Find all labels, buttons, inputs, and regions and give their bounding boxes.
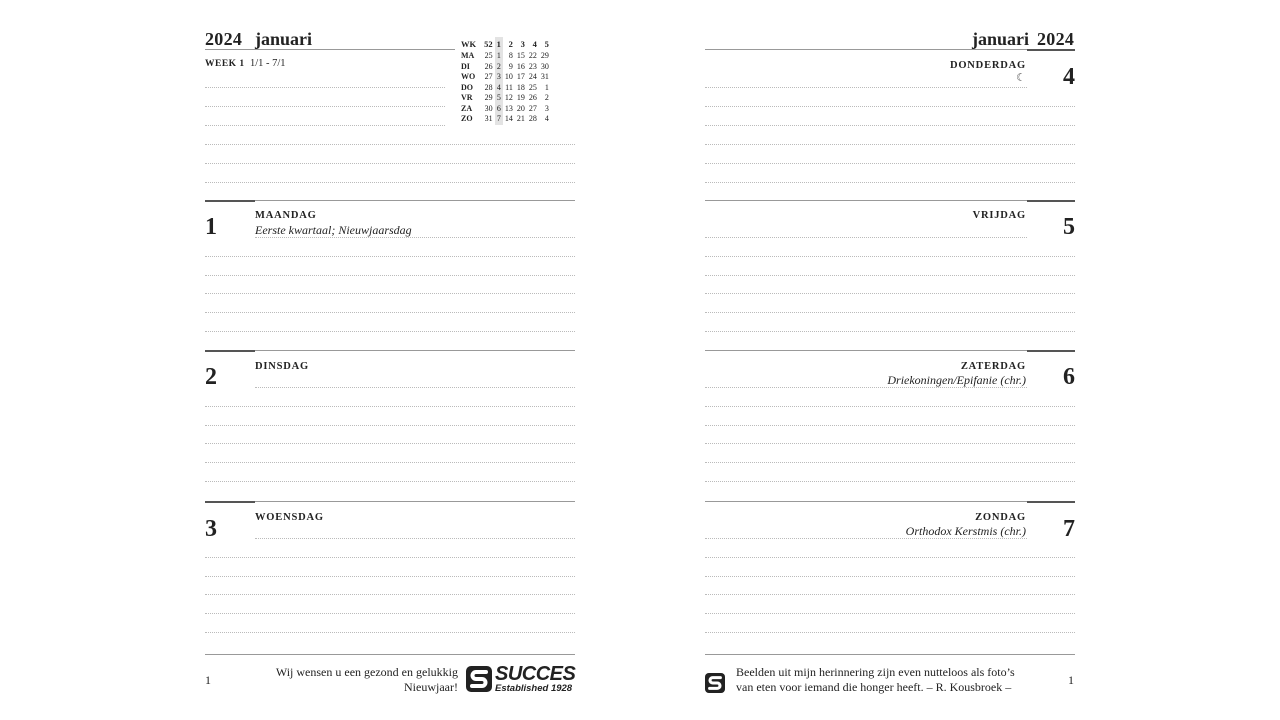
writing-line	[205, 182, 575, 183]
left-page-number: 1	[205, 673, 211, 687]
writing-line	[705, 425, 1075, 426]
writing-line	[205, 331, 575, 332]
calendar-cell: MA	[461, 51, 475, 61]
calendar-cell: 4	[495, 83, 503, 94]
calendar-header-cell: 5	[544, 39, 549, 49]
writing-line	[205, 163, 575, 164]
writing-line	[205, 312, 575, 313]
brand-name: SUCCES	[495, 663, 576, 685]
day-6-note: Driekoningen/Epifanie (chr.)	[887, 373, 1026, 387]
writing-line	[705, 632, 1075, 633]
day-1-divider	[255, 200, 575, 201]
calendar-cell: 10	[504, 72, 513, 82]
right-year: 2024	[1037, 29, 1075, 49]
calendar-row	[459, 62, 551, 73]
right-footer-quote: Beelden uit mijn herinnering zijn even nutteloos als foto’s van eten voor iemand die honger heeft. – R. Kousbroek –	[736, 665, 1015, 694]
mini-calendar	[459, 37, 551, 125]
writing-line	[205, 125, 445, 126]
writing-line	[705, 576, 1075, 577]
calendar-header-cell: 2	[508, 39, 513, 49]
writing-line	[705, 87, 1027, 88]
calendar-cell: 4	[544, 114, 549, 124]
calendar-cell: ZA	[461, 103, 473, 113]
calendar-cell: 31	[540, 72, 549, 82]
day-6-name: ZATERDAG	[960, 361, 1026, 372]
calendar-cell: 23	[528, 61, 537, 71]
writing-line	[205, 87, 445, 88]
calendar-cell: 2	[495, 62, 503, 73]
calendar-header-cell: WK	[461, 39, 477, 49]
week-label: WEEK 1 1/1 - 7/1	[205, 58, 286, 69]
calendar-cell: WO	[461, 72, 476, 82]
writing-line	[705, 613, 1075, 614]
writing-line	[705, 125, 1075, 126]
calendar-cell: DI	[461, 61, 470, 71]
writing-line	[205, 425, 575, 426]
calendar-cell: 3	[495, 72, 503, 83]
writing-line	[705, 462, 1075, 463]
day-6-number: 6	[1063, 364, 1075, 390]
writing-line	[205, 256, 575, 257]
left-footer-message: Wij wensen u een gezond en gelukkig Nieuwjaar!	[275, 665, 458, 694]
calendar-row	[459, 51, 551, 62]
calendar-cell: 14	[504, 114, 513, 124]
calendar-cell: 1	[544, 82, 549, 92]
day-2-name: DINSDAG	[255, 361, 310, 372]
writing-line	[705, 163, 1075, 164]
calendar-cell: 20	[516, 103, 525, 113]
writing-line	[705, 182, 1075, 183]
writing-line	[705, 237, 1027, 238]
day-5-marker	[1027, 200, 1075, 202]
calendar-cell: 30	[540, 61, 549, 71]
writing-line	[205, 406, 575, 407]
calendar-cell: 1	[495, 51, 503, 62]
calendar-cell: 15	[516, 51, 525, 61]
calendar-cell: 22	[528, 51, 537, 61]
right-month: januari	[972, 29, 1030, 49]
writing-line	[205, 443, 575, 444]
writing-line	[205, 106, 445, 107]
moon-phase-icon: ☾	[1016, 72, 1026, 84]
left-header-rule	[205, 49, 455, 50]
writing-line	[205, 275, 575, 276]
writing-line	[255, 538, 575, 539]
writing-line	[705, 557, 1075, 558]
right-page-number: 1	[1068, 673, 1074, 687]
writing-line	[705, 275, 1075, 276]
succes-logo-icon	[466, 666, 492, 692]
writing-line	[205, 293, 575, 294]
calendar-cell: 2	[544, 93, 549, 103]
calendar-row	[459, 72, 551, 83]
writing-line	[705, 293, 1075, 294]
left-footer-rule	[205, 654, 575, 655]
day-7-marker	[1027, 501, 1075, 503]
calendar-cell: VR	[461, 93, 473, 103]
left-month: januari	[255, 29, 313, 49]
writing-line	[705, 256, 1075, 257]
writing-line	[705, 312, 1075, 313]
writing-line	[205, 144, 575, 145]
calendar-row	[459, 114, 551, 125]
calendar-cell: 27	[484, 72, 493, 82]
calendar-cell: 18	[516, 82, 525, 92]
writing-line	[705, 387, 1027, 388]
left-year: 2024	[205, 29, 243, 49]
calendar-header-row	[459, 37, 551, 51]
day-1-marker	[205, 200, 255, 202]
day-2-number: 2	[205, 364, 217, 390]
calendar-cell: 27	[528, 103, 537, 113]
calendar-cell: 12	[504, 93, 513, 103]
writing-line	[205, 576, 575, 577]
day-6-divider	[705, 350, 1027, 351]
calendar-cell: 9	[508, 61, 513, 71]
calendar-header-cell: 3	[520, 39, 525, 49]
calendar-cell: 29	[540, 51, 549, 61]
calendar-row	[459, 83, 551, 94]
writing-line	[705, 406, 1075, 407]
calendar-cell: 11	[505, 82, 513, 92]
writing-line	[705, 144, 1075, 145]
calendar-cell: 17	[516, 72, 525, 82]
day-4-name: DONDERDAG	[949, 60, 1026, 71]
day-3-number: 3	[205, 516, 217, 542]
writing-line	[255, 237, 575, 238]
brand-tagline: Established 1928	[495, 683, 573, 694]
day-4-number: 4	[1063, 64, 1075, 90]
calendar-cell: 5	[495, 93, 503, 104]
right-header-marker	[1027, 49, 1075, 51]
writing-line	[705, 106, 1075, 107]
day-1-note: Eerste kwartaal; Nieuwjaarsdag	[255, 223, 412, 237]
day-3-divider	[255, 501, 575, 502]
succes-logo	[466, 665, 578, 695]
calendar-header-cell: 1	[496, 39, 501, 49]
day-6-marker	[1027, 350, 1075, 352]
writing-line	[255, 387, 575, 388]
calendar-cell: 29	[484, 93, 493, 103]
day-7-number: 7	[1063, 516, 1075, 542]
writing-line	[705, 443, 1075, 444]
day-5-number: 5	[1063, 214, 1075, 240]
calendar-row	[459, 104, 551, 115]
writing-line	[205, 481, 575, 482]
calendar-cell: 26	[528, 93, 537, 103]
writing-line	[205, 594, 575, 595]
day-5-divider	[705, 200, 1027, 201]
right-footer-rule	[705, 654, 1075, 655]
calendar-cell: 25	[484, 51, 493, 61]
writing-line	[705, 331, 1075, 332]
day-3-name: WOENSDAG	[255, 512, 324, 523]
right-header-rule	[705, 49, 1027, 50]
calendar-cell: 21	[516, 114, 525, 124]
day-3-marker	[205, 501, 255, 503]
calendar-cell: 7	[495, 114, 503, 125]
day-7-name: ZONDAG	[975, 512, 1026, 523]
calendar-cell: 19	[516, 93, 525, 103]
writing-line	[205, 613, 575, 614]
writing-line	[705, 538, 1027, 539]
calendar-cell: DO	[461, 82, 473, 92]
calendar-cell: 3	[544, 103, 549, 113]
calendar-header-cell: 4	[532, 39, 537, 49]
calendar-cell: 26	[484, 61, 493, 71]
calendar-row	[459, 93, 551, 104]
calendar-cell: 31	[484, 114, 493, 124]
succes-logo-icon	[705, 673, 725, 693]
calendar-cell: 6	[495, 104, 503, 115]
calendar-cell: 28	[528, 114, 537, 124]
calendar-cell: 16	[516, 61, 525, 71]
calendar-cell: 24	[528, 72, 537, 82]
day-2-divider	[255, 350, 575, 351]
calendar-cell: 13	[504, 103, 513, 113]
day-7-divider	[705, 501, 1027, 502]
writing-line	[705, 481, 1075, 482]
calendar-cell: 8	[508, 51, 513, 61]
calendar-cell: 28	[484, 82, 493, 92]
calendar-header-cell: 52	[484, 39, 493, 49]
calendar-cell: 25	[528, 82, 537, 92]
day-1-name: MAANDAG	[255, 210, 317, 221]
writing-line	[205, 462, 575, 463]
writing-line	[205, 632, 575, 633]
calendar-cell: ZO	[461, 114, 473, 124]
writing-line	[205, 557, 575, 558]
writing-line	[705, 594, 1075, 595]
day-7-note: Orthodox Kerstmis (chr.)	[905, 524, 1026, 538]
day-5-name: VRIJDAG	[972, 210, 1026, 221]
calendar-cell: 30	[484, 103, 493, 113]
day-1-number: 1	[205, 214, 217, 240]
day-2-marker	[205, 350, 255, 352]
